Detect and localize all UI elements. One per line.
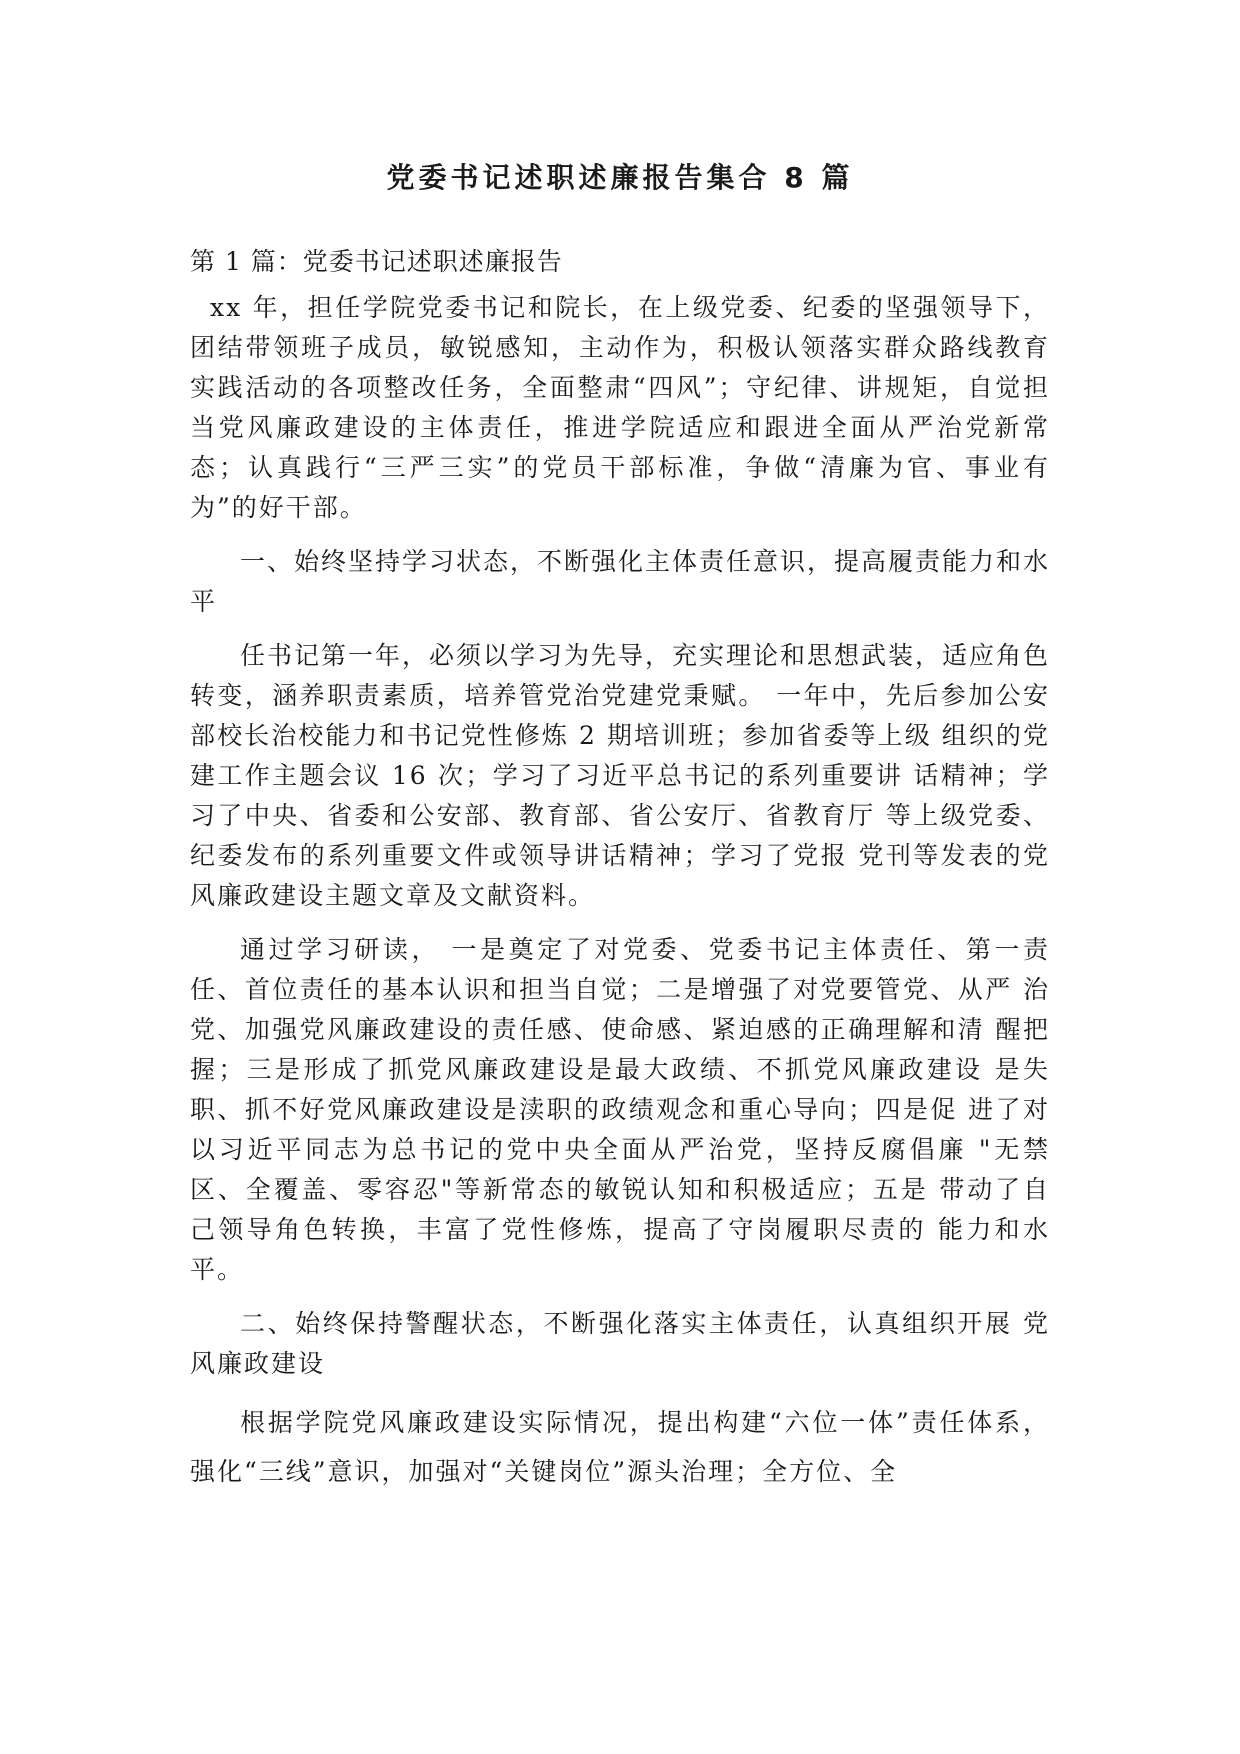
paragraph-study: 任书记第一年，必须以学习为先导，充实理论和思想武装，适应角色转变，涵养职责素质，培养管党治党建党秉赋。 一年中，先后参加公安部校长治校能力和书记党性修炼 2 期培训班；参加省委等上级 组织的党建工作主题会议 16 次；学习了习近平总书记的系列重要讲 话精神；学习了中央、省委和公安部、教育部、省公安厅、省教育厅 等上级党委、纪委发布的系列重要文件或领导讲话精神；学习了党报 党刊等发表的党风廉政建设主题文章及文献资料。: [190, 641, 1051, 910]
section-heading-1: 一、始终坚持学习状态，不断强化主体责任意识，提高履责能力和水平: [190, 547, 1051, 616]
document-title: 党委书记述职述廉报告集合 8 篇: [386, 161, 854, 194]
paragraph-intro: xx 年，担任学院党委书记和院长，在上级党委、纪委的坚强领导下，团结带领班子成员，敏锐感知，主动作为，积极认领落实群众路线教育实践活动的各项整改任务，全面整肃“四风”；守纪律、讲规矩，自觉担当党风廉政建设的主体责任，推进学院适应和跟进全面从严治党新常态；认真践行“三严三实”的党员干部标准，争做“清廉为官、事业有为”的好干部。: [190, 293, 1050, 522]
section-heading-2: 二、始终保持警醒状态，不断强化落实主体责任，认真组织开展 党风廉政建设: [190, 1309, 1050, 1378]
document-subtitle: 第 1 篇：党委书记述职述廉报告: [190, 247, 563, 276]
paragraph-results: 通过学习研读， 一是奠定了对党委、党委书记主体责任、第一责 任、首位责任的基本认识和担当自觉；二是增强了对党要管党、从严 治党、加强党风廉政建设的责任感、使命感、紧迫感的正确理解和清 醒把握；三是形成了抓党风廉政建设是最大政绩、不抓党风廉政建设 是失职、抓不好党风廉政建设是渎职的政绩观念和重心导向；四是促 进了对以习近平同志为总书记的党中央全面从严治党，坚持反腐倡廉 "无禁区、全覆盖、零容忍"等新常态的敏锐认知和积极适应；五是 带动了自己领导角色转换，丰富了党性修炼，提高了守岗履职尽责的 能力和水平。: [190, 935, 1050, 1284]
paragraph-responsibility: 根据学院党风廉政建设实际情况，提出构建“六位一体”责任体系，强化“三线”意识，加强对“关键岗位”源头治理；全方位、全: [190, 1408, 1050, 1486]
document-body: [190, 288, 1050, 1510]
